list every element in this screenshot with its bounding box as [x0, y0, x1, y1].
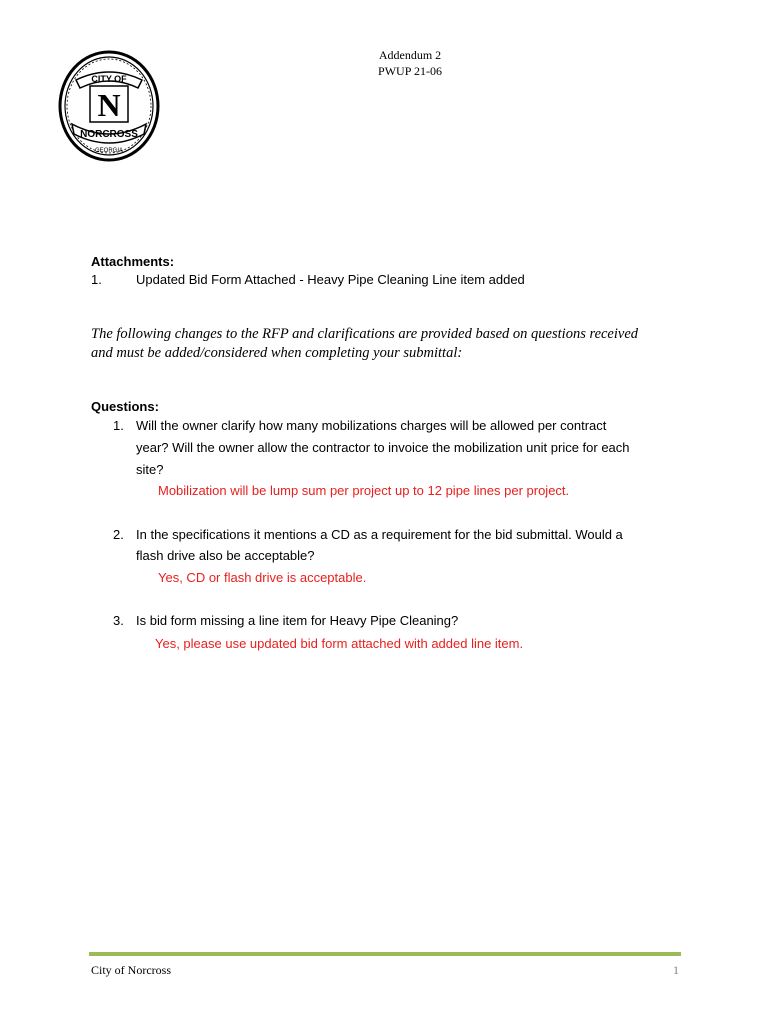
project-number: PWUP 21-06: [378, 64, 442, 78]
question-3-line-1: Is bid form missing a line item for Heavy Pipe Cleaning?: [136, 613, 459, 628]
question-1-line-1: Will the owner clarify how many mobilizations charges will be allowed per contract: [136, 418, 607, 433]
footer-city-name: City of Norcross: [91, 963, 171, 977]
answer-1: Mobilization will be lump sum per project up to 12 pipe lines per project.: [158, 483, 570, 498]
question-2-line-1: In the specifications it mentions a CD as a requirement for the bid submittal. Would a: [136, 527, 623, 542]
page-number: 1: [673, 963, 679, 977]
intro-line-1: The following changes to the RFP and clarifications are provided based on questions received: [91, 326, 639, 342]
question-1-line-2: year? Will the owner allow the contractor to invoice the mobilization unit price for each: [136, 440, 630, 455]
question-2-line-2: flash drive also be acceptable?: [136, 548, 315, 563]
questions-heading: Questions:: [91, 399, 159, 414]
svg-text:GEORGIA: GEORGIA: [94, 148, 124, 154]
svg-text:CITY OF: CITY OF: [91, 74, 127, 84]
question-number: 3.: [113, 613, 124, 628]
attachments-heading: Attachments:: [91, 254, 175, 269]
svg-text:N: N: [97, 87, 121, 123]
answer-2: Yes, CD or flash drive is acceptable.: [158, 570, 367, 585]
attachment-text: Updated Bid Form Attached - Heavy Pipe Cleaning Line item added: [136, 272, 525, 287]
question-number: 2.: [113, 527, 124, 542]
question-1-line-3: site?: [136, 462, 164, 477]
addendum-title: Addendum 2: [378, 48, 442, 62]
svg-text:NORCROSS: NORCROSS: [80, 129, 138, 140]
answer-3: Yes, please use updated bid form attached with added line item.: [155, 636, 524, 651]
city-seal-logo: [58, 50, 160, 162]
attachment-number: 1.: [91, 272, 102, 287]
intro-line-2: and must be added/considered when completing your submittal:: [91, 345, 463, 361]
question-number: 1.: [113, 418, 124, 433]
footer-rule: [89, 952, 681, 956]
